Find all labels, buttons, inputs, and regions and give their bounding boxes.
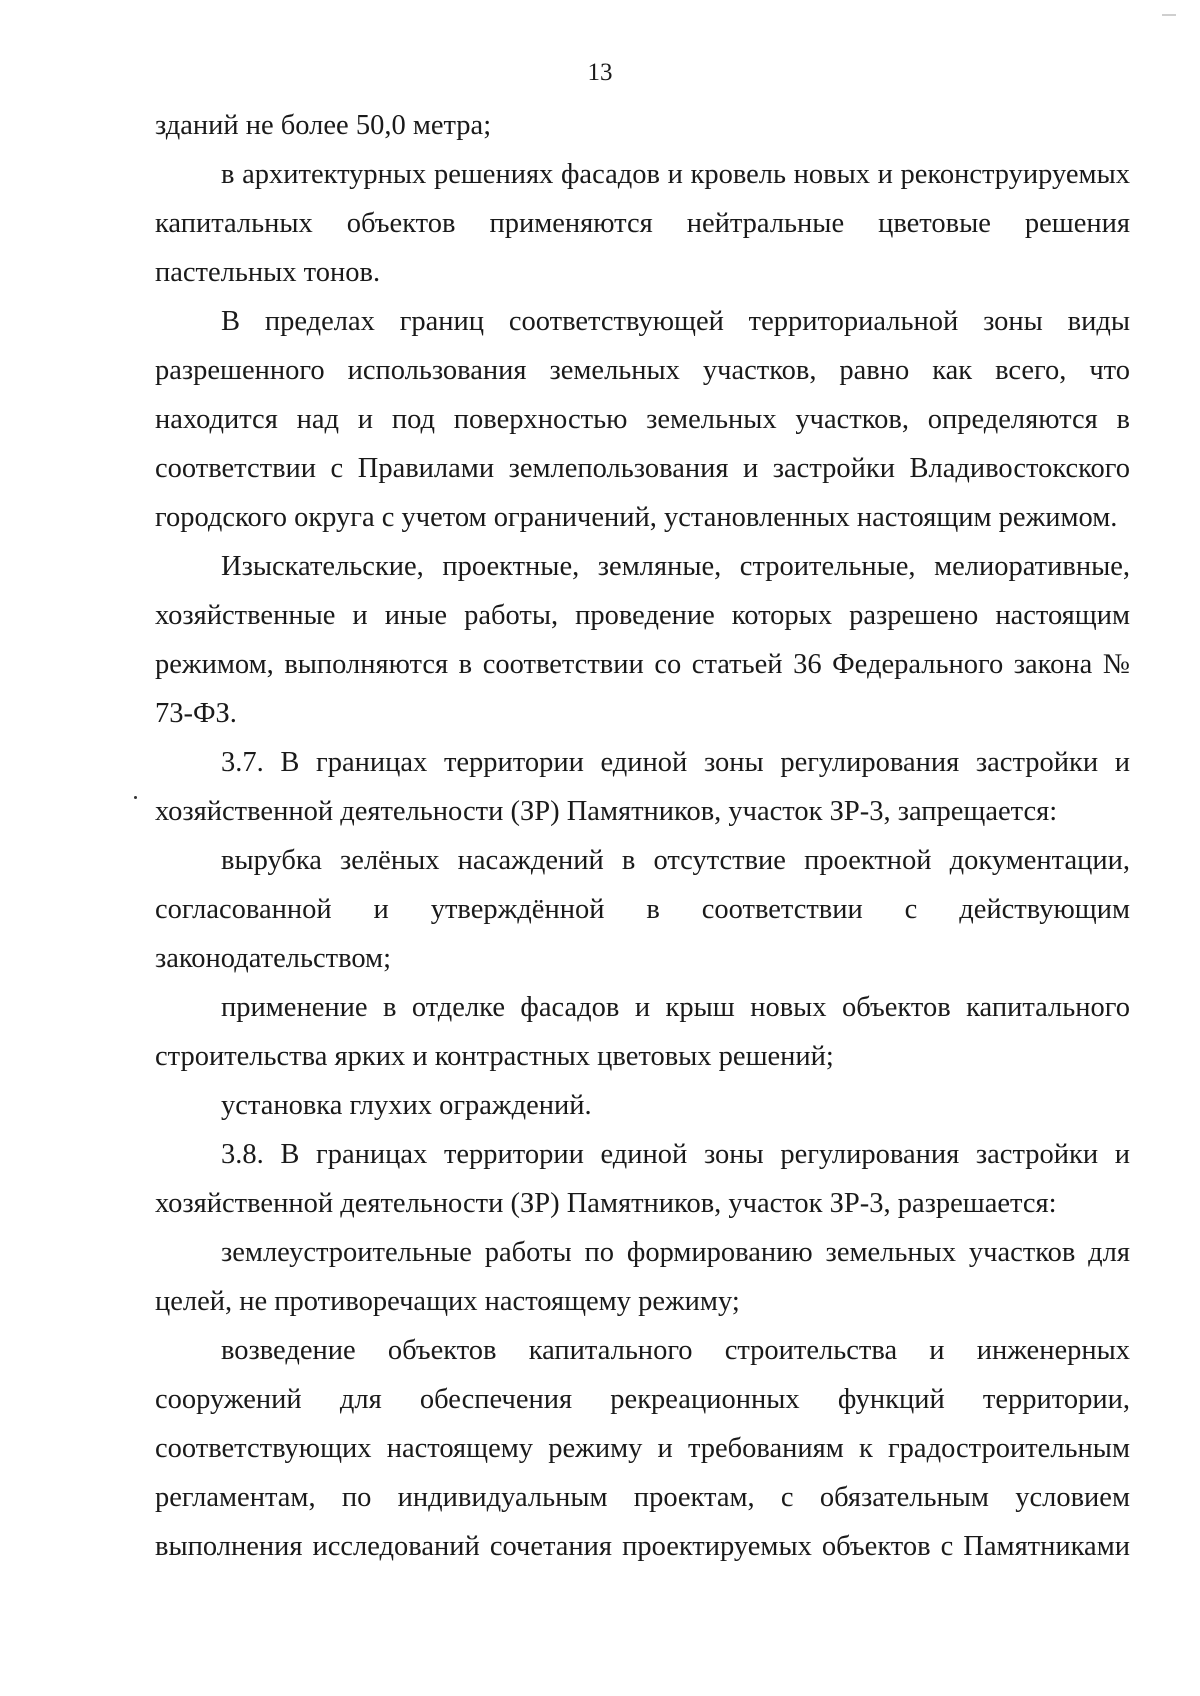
paragraph-fences: установка глухих ограждений. (221, 1090, 592, 1121)
paragraph-permitted-use: В пределах границ соответствующей территориальной зоны виды разрешенного использования земельных участков, равно как всего, что находится над и под поверхностью земельных участков, определяются в соответствии с Правилами землепользования и застройки Владивостокского городского округа с учетом ограничений, установленных настоящим режимом. (155, 306, 1130, 533)
scan-corner-mark (1162, 14, 1176, 16)
page-number: 13 (587, 59, 613, 86)
paragraph-section-3-7: 3.7. В границах территории единой зоны регулирования застройки и хозяйственной деятельности (ЗР) Памятников, участок ЗР-3, запрещается: (155, 747, 1130, 827)
paragraph-construction: возведение объектов капитального строительства и инженерных сооружений для обеспечения рекреационных функций территории, соответствующих настоящему режиму и требованиям к градостроительным регламентам, по индивидуальным проектам, с обязательным условием выполнения исследований сочетания проектируемых объектов с Памятниками (155, 1335, 1130, 1562)
scan-dot-mark (134, 796, 137, 799)
paragraph-facades: в архитектурных решениях фасадов и кровель новых и реконструируемых капитальных объектов применяются нейтральные цветовые решения пастельных тонов. (155, 159, 1130, 288)
paragraph-section-3-8: 3.8. В границах территории единой зоны регулирования застройки и хозяйственной деятельности (ЗР) Памятников, участок ЗР-3, разрешается: (155, 1139, 1130, 1219)
paragraph-works: Изыскательские, проектные, земляные, строительные, мелиоративные, хозяйственные и иные работы, проведение которых разрешено настоящим режимом, выполняются в соответствии со статьей 36 Федерального закона № 73-ФЗ. (155, 551, 1130, 729)
document-body (155, 101, 1130, 1571)
paragraph-continuation: зданий не более 50,0 метра; (155, 110, 492, 141)
paragraph-land-works: землеустроительные работы по формированию земельных участков для целей, не противоречащих настоящему режиму; (155, 1237, 1130, 1317)
paragraph-facade-colors: применение в отделке фасадов и крыш новых объектов капитального строительства ярких и контрастных цветовых решений; (155, 992, 1130, 1072)
paragraph-tree-felling: вырубка зелёных насаждений в отсутствие проектной документации, согласованной и утверждённой в соответствии с действующим законодательством; (155, 845, 1130, 974)
